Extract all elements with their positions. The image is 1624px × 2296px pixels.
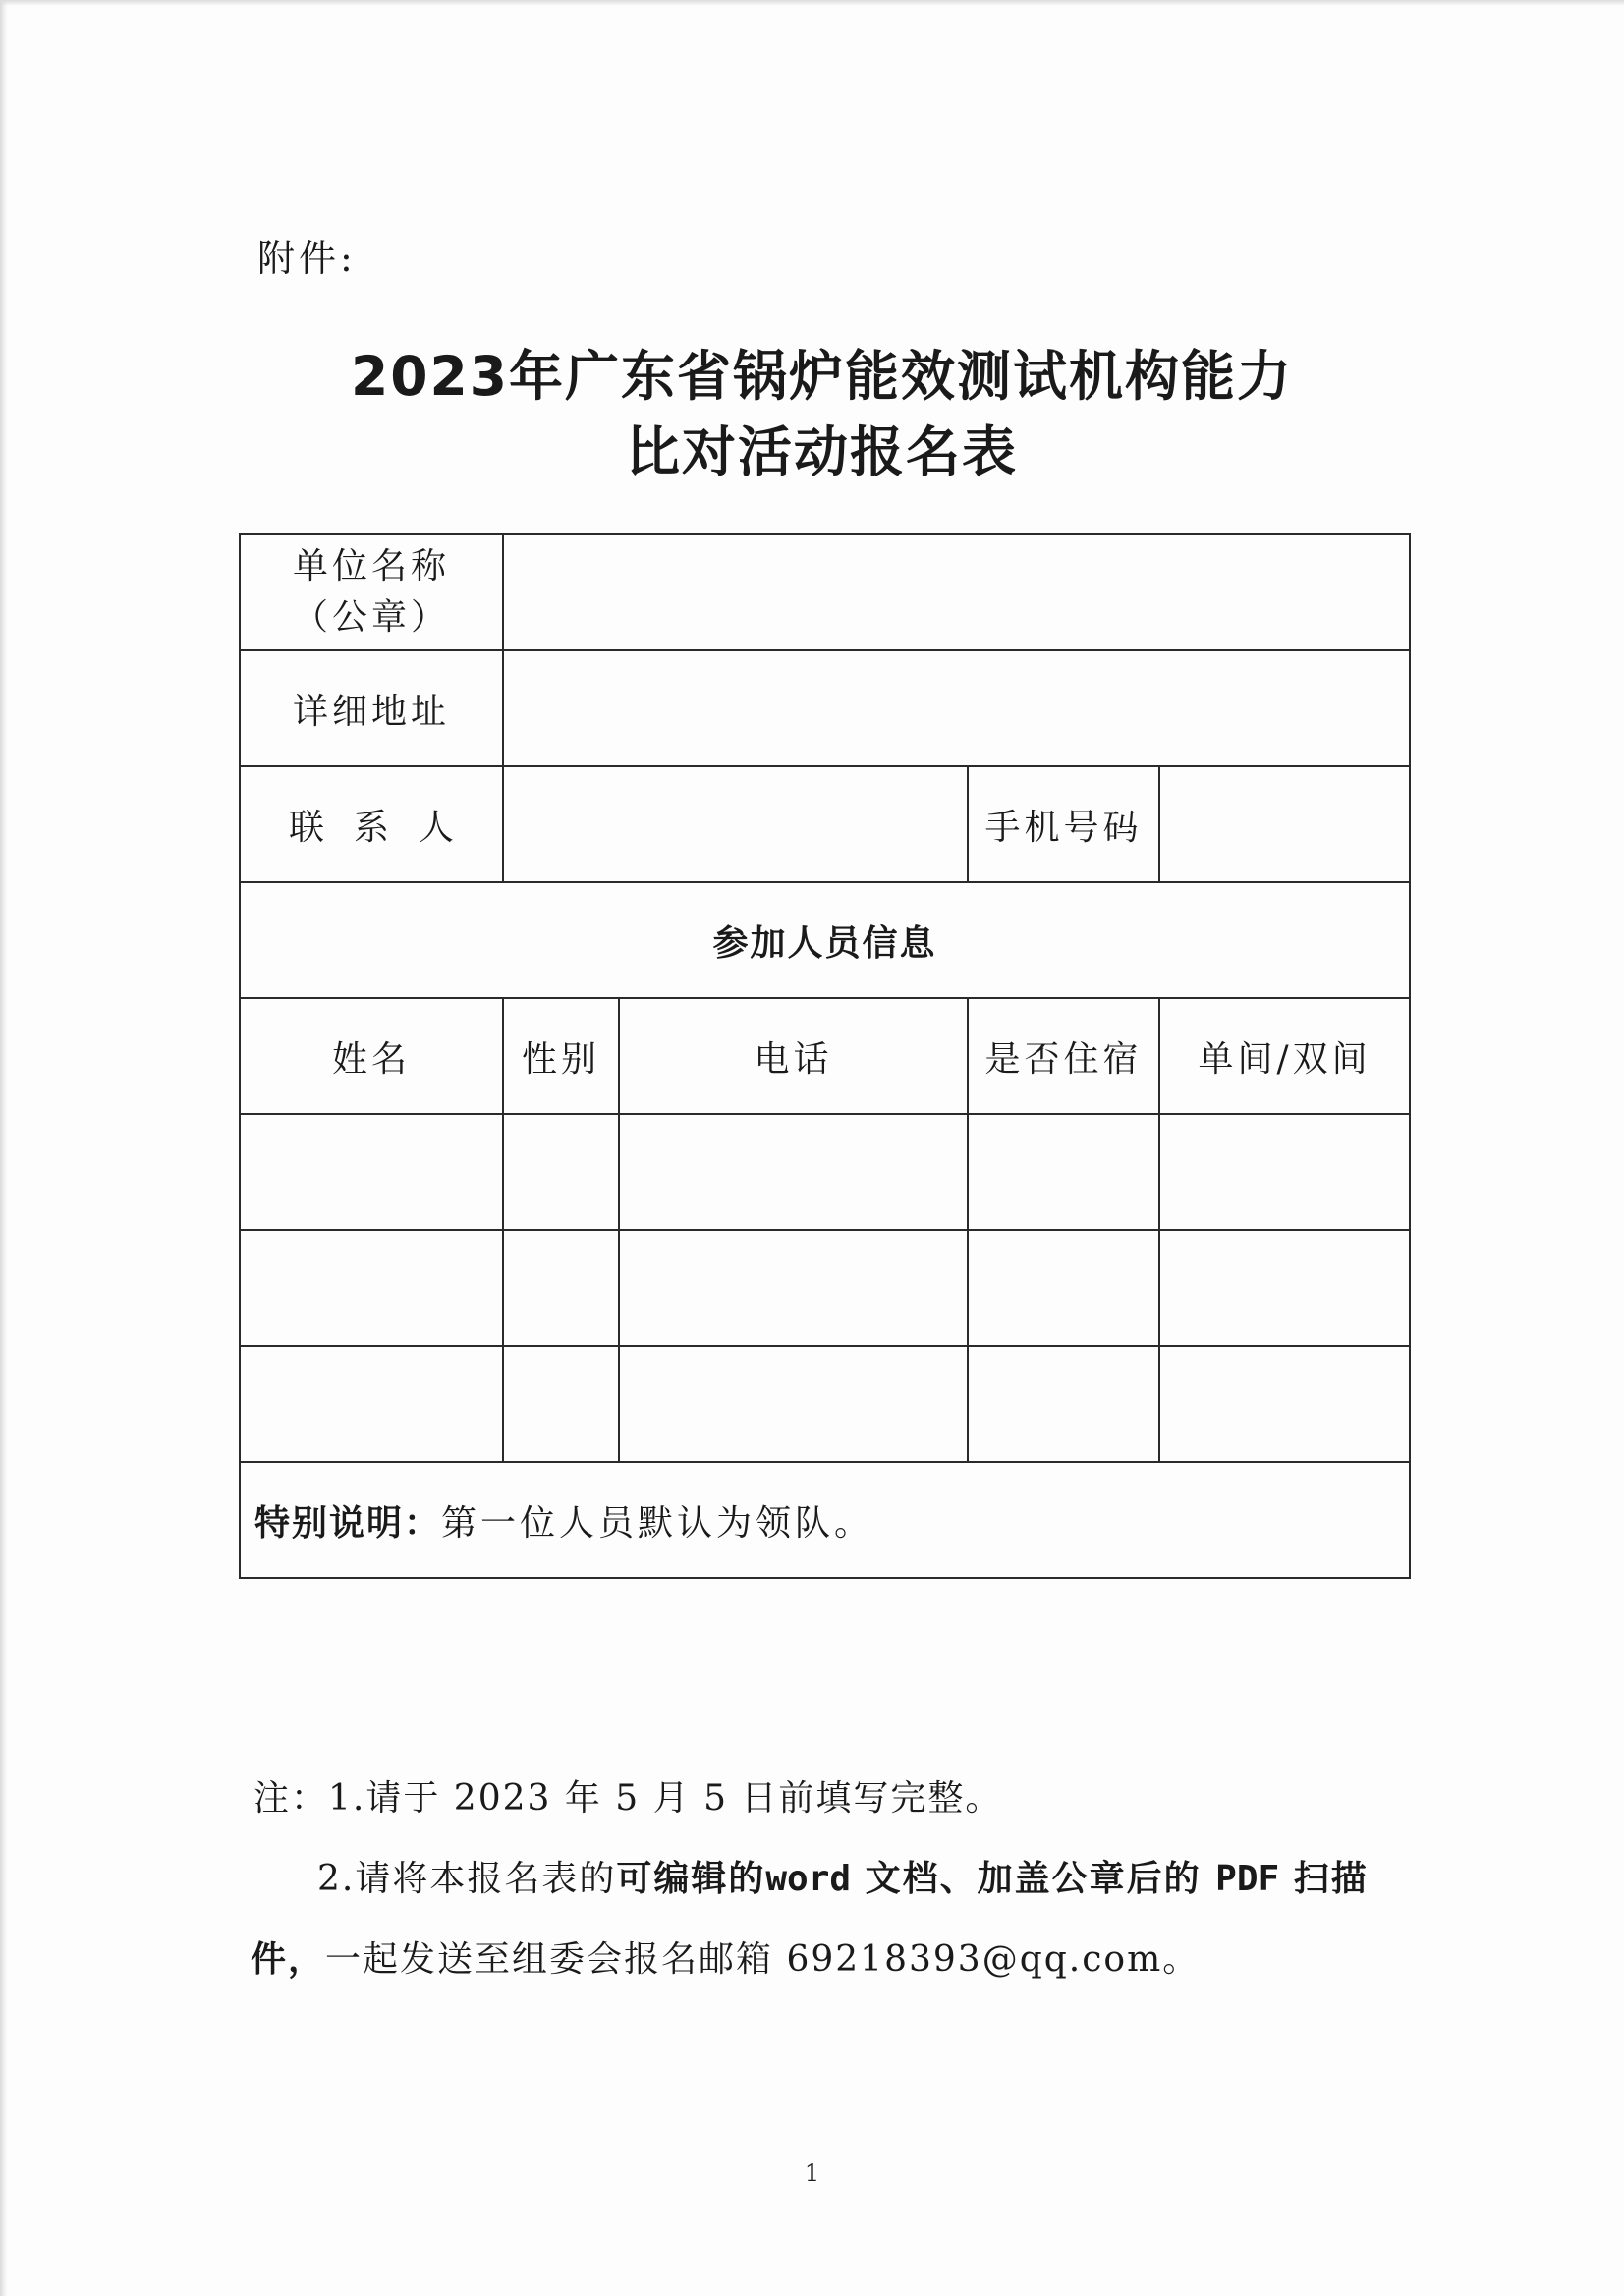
registration-form-table <box>239 533 1411 1579</box>
participant-gender-cell[interactable] <box>503 1114 619 1230</box>
phone-label: 手机号码 <box>968 766 1159 882</box>
address-label: 详细地址 <box>240 650 503 766</box>
footnote-2-pdf: PDF <box>1215 1859 1280 1899</box>
participant-accommodation-cell[interactable] <box>968 1114 1159 1230</box>
unit-name-label-line2: （公章） <box>292 597 450 638</box>
participant-name-cell[interactable] <box>240 1230 503 1346</box>
participant-room-type-cell[interactable] <box>1159 1114 1410 1230</box>
participant-room-type-cell[interactable] <box>1159 1230 1410 1346</box>
special-note-text: 第一位人员默认为领队。 <box>441 1502 874 1543</box>
participant-gender-cell[interactable] <box>503 1230 619 1346</box>
participant-name-cell[interactable] <box>240 1346 503 1462</box>
participants-heading: 参加人员信息 <box>240 882 1410 998</box>
table-row <box>240 1114 1410 1230</box>
phone-field[interactable] <box>1159 766 1410 882</box>
column-header-room-type: 单间/双间 <box>1159 998 1410 1114</box>
unit-name-label <box>240 534 503 650</box>
footnote-2-bold-scan: 扫描 <box>1279 1859 1369 1899</box>
footnote-2-bold-doc: 文档、加盖公章后的 <box>851 1859 1216 1899</box>
contact-field[interactable] <box>503 766 968 882</box>
footnote-3 <box>251 1932 1200 1982</box>
unit-name-field[interactable] <box>503 534 1410 650</box>
footnote-3-text: 一起发送至组委会报名邮箱 69218393@qq.com。 <box>325 1939 1201 1980</box>
participant-accommodation-cell[interactable] <box>968 1346 1159 1462</box>
table-row <box>240 1230 1410 1346</box>
scan-edge-top <box>0 0 1624 6</box>
special-note <box>240 1462 1410 1578</box>
page-number: 1 <box>804 2159 820 2187</box>
scan-edge-left <box>0 0 8 2296</box>
participant-room-type-cell[interactable] <box>1159 1346 1410 1462</box>
footnote-2-prefix: 2.请将本报名表的 <box>317 1859 617 1899</box>
footnote-2-bold-editable: 可编辑的 <box>616 1859 766 1899</box>
participant-phone-cell[interactable] <box>619 1114 968 1230</box>
column-header-phone: 电话 <box>619 998 968 1114</box>
participant-accommodation-cell[interactable] <box>968 1230 1159 1346</box>
address-field[interactable] <box>503 650 1410 766</box>
footnote-3-bold: 件， <box>251 1939 326 1980</box>
participant-name-cell[interactable] <box>240 1114 503 1230</box>
footnote-2-word: word <box>765 1859 852 1899</box>
footnote-2 <box>317 1851 1369 1901</box>
document-title-line-2: 比对活动报名表 <box>625 420 1018 483</box>
column-header-accommodation: 是否住宿 <box>968 998 1159 1114</box>
unit-name-label-line1: 单位名称 <box>292 546 450 587</box>
column-header-gender: 性别 <box>503 998 619 1114</box>
contact-label: 联系人 <box>240 766 503 882</box>
special-note-label: 特别说明： <box>254 1502 442 1543</box>
participant-phone-cell[interactable] <box>619 1230 968 1346</box>
column-header-name: 姓名 <box>240 998 503 1114</box>
table-row <box>240 1346 1410 1462</box>
participants-header-row <box>240 998 1410 1114</box>
participant-gender-cell[interactable] <box>503 1346 619 1462</box>
document-title-line-1: 2023年广东省锅炉能效测试机构能力 <box>350 345 1294 408</box>
attachment-label: 附件: <box>257 237 357 280</box>
participant-phone-cell[interactable] <box>619 1346 968 1462</box>
footnote-1: 注：1.请于 2023 年 5 月 5 日前填写完整。 <box>253 1778 1003 1819</box>
